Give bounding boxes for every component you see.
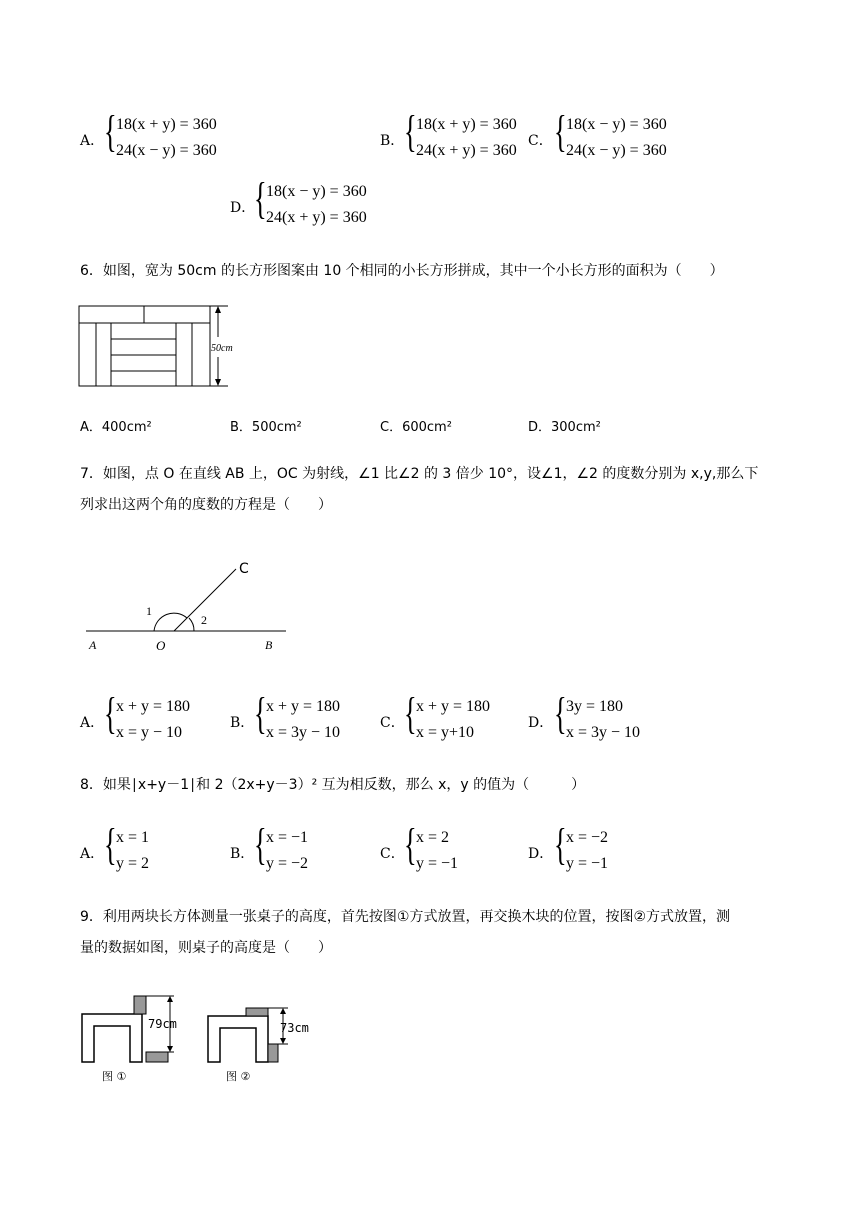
option-label: A． [80,846,105,862]
label-angle-1: 1 [146,604,152,618]
q9-text-line1: 9．利用两块长方体测量一张桌子的高度，首先按图①方式放置，再交换木块的位置，按图②方式放置，测 [80,909,731,925]
equation: 18(x − y) = 360 [266,183,367,200]
equation: x = y − 10 [116,724,183,741]
fig1-caption: 图 ① [102,1070,127,1083]
option-label: D． [230,200,256,216]
q6-text: 6．如图，宽为 50cm 的长方形图案由 10 个相同的小长方形拼成，其中一个小长方形的面积为（ ） [80,263,724,279]
label-b: B [265,638,273,652]
equation: x = 3y − 10 [566,724,641,741]
equation: 24(x + y) = 360 [266,209,367,226]
equation: y = −1 [566,855,609,872]
label-angle-2: 2 [201,613,207,627]
option-label: B． [230,846,255,862]
option-label: D． [528,715,554,731]
q6-option-b: B．500cm² [230,420,302,435]
equation: x = −1 [266,829,309,846]
q9-figure [78,992,338,1087]
fig2-caption: 图 ② [226,1070,251,1083]
label-a: A [89,638,97,652]
figure-1 [82,996,177,1083]
equation: y = −1 [416,855,459,872]
option-label: A． [80,133,105,149]
equation: y = −2 [266,855,309,872]
q7-figure [84,555,304,655]
equation: x = 1 [116,829,150,846]
label-c: C [239,561,249,577]
width-label: 50cm [211,343,233,354]
equation: x = 2 [416,829,450,846]
equation: 18(x + y) = 360 [116,116,217,133]
q6-option-c: C．600cm² [380,420,452,435]
option-label: C． [380,846,405,862]
equation: 24(x − y) = 360 [566,142,667,159]
fig2-measure: 73cm [280,1021,309,1035]
q7-text-line1: 7．如图，点 O 在直线 AB 上，OC 为射线，∠1 比∠2 的 3 倍少 10°，设∠1，∠2 的度数分别为 x,y,那么下 [80,466,759,482]
equation: 18(x + y) = 360 [416,116,517,133]
q6-figure [78,305,253,389]
q7-text-line2: 列求出这两个角的度数的方程是（ ） [80,497,332,513]
equation: x + y = 180 [416,698,491,715]
fig1-measure: 79cm [148,1017,177,1031]
q6-option-d: D．300cm² [528,420,601,435]
equation: y = 2 [116,855,150,872]
equation: 24(x + y) = 360 [416,142,517,159]
equation: x = 3y − 10 [266,724,341,741]
label-o: O [156,638,166,653]
option-label: B． [380,133,405,149]
q9-text-line2: 量的数据如图，则桌子的高度是（ ） [80,940,332,956]
option-label: B． [230,715,255,731]
option-label: C． [528,133,553,149]
equation: 24(x − y) = 360 [116,142,217,159]
equation: x + y = 180 [266,698,341,715]
q6-option-a: A．400cm² [80,420,152,435]
q8-text: 8．如果∣x+y－1∣和 2（2x+y－3）² 互为相反数，那么 x，y 的值为（ ） [80,777,586,793]
equation: x + y = 180 [116,698,191,715]
option-label: D． [528,846,554,862]
equation: x = −2 [566,829,609,846]
figure-2 [208,1008,309,1083]
option-label: A． [80,715,105,731]
equation: x = y+10 [416,724,475,741]
equation: 18(x − y) = 360 [566,116,667,133]
option-label: C． [380,715,405,731]
equation: 3y = 180 [566,698,624,715]
